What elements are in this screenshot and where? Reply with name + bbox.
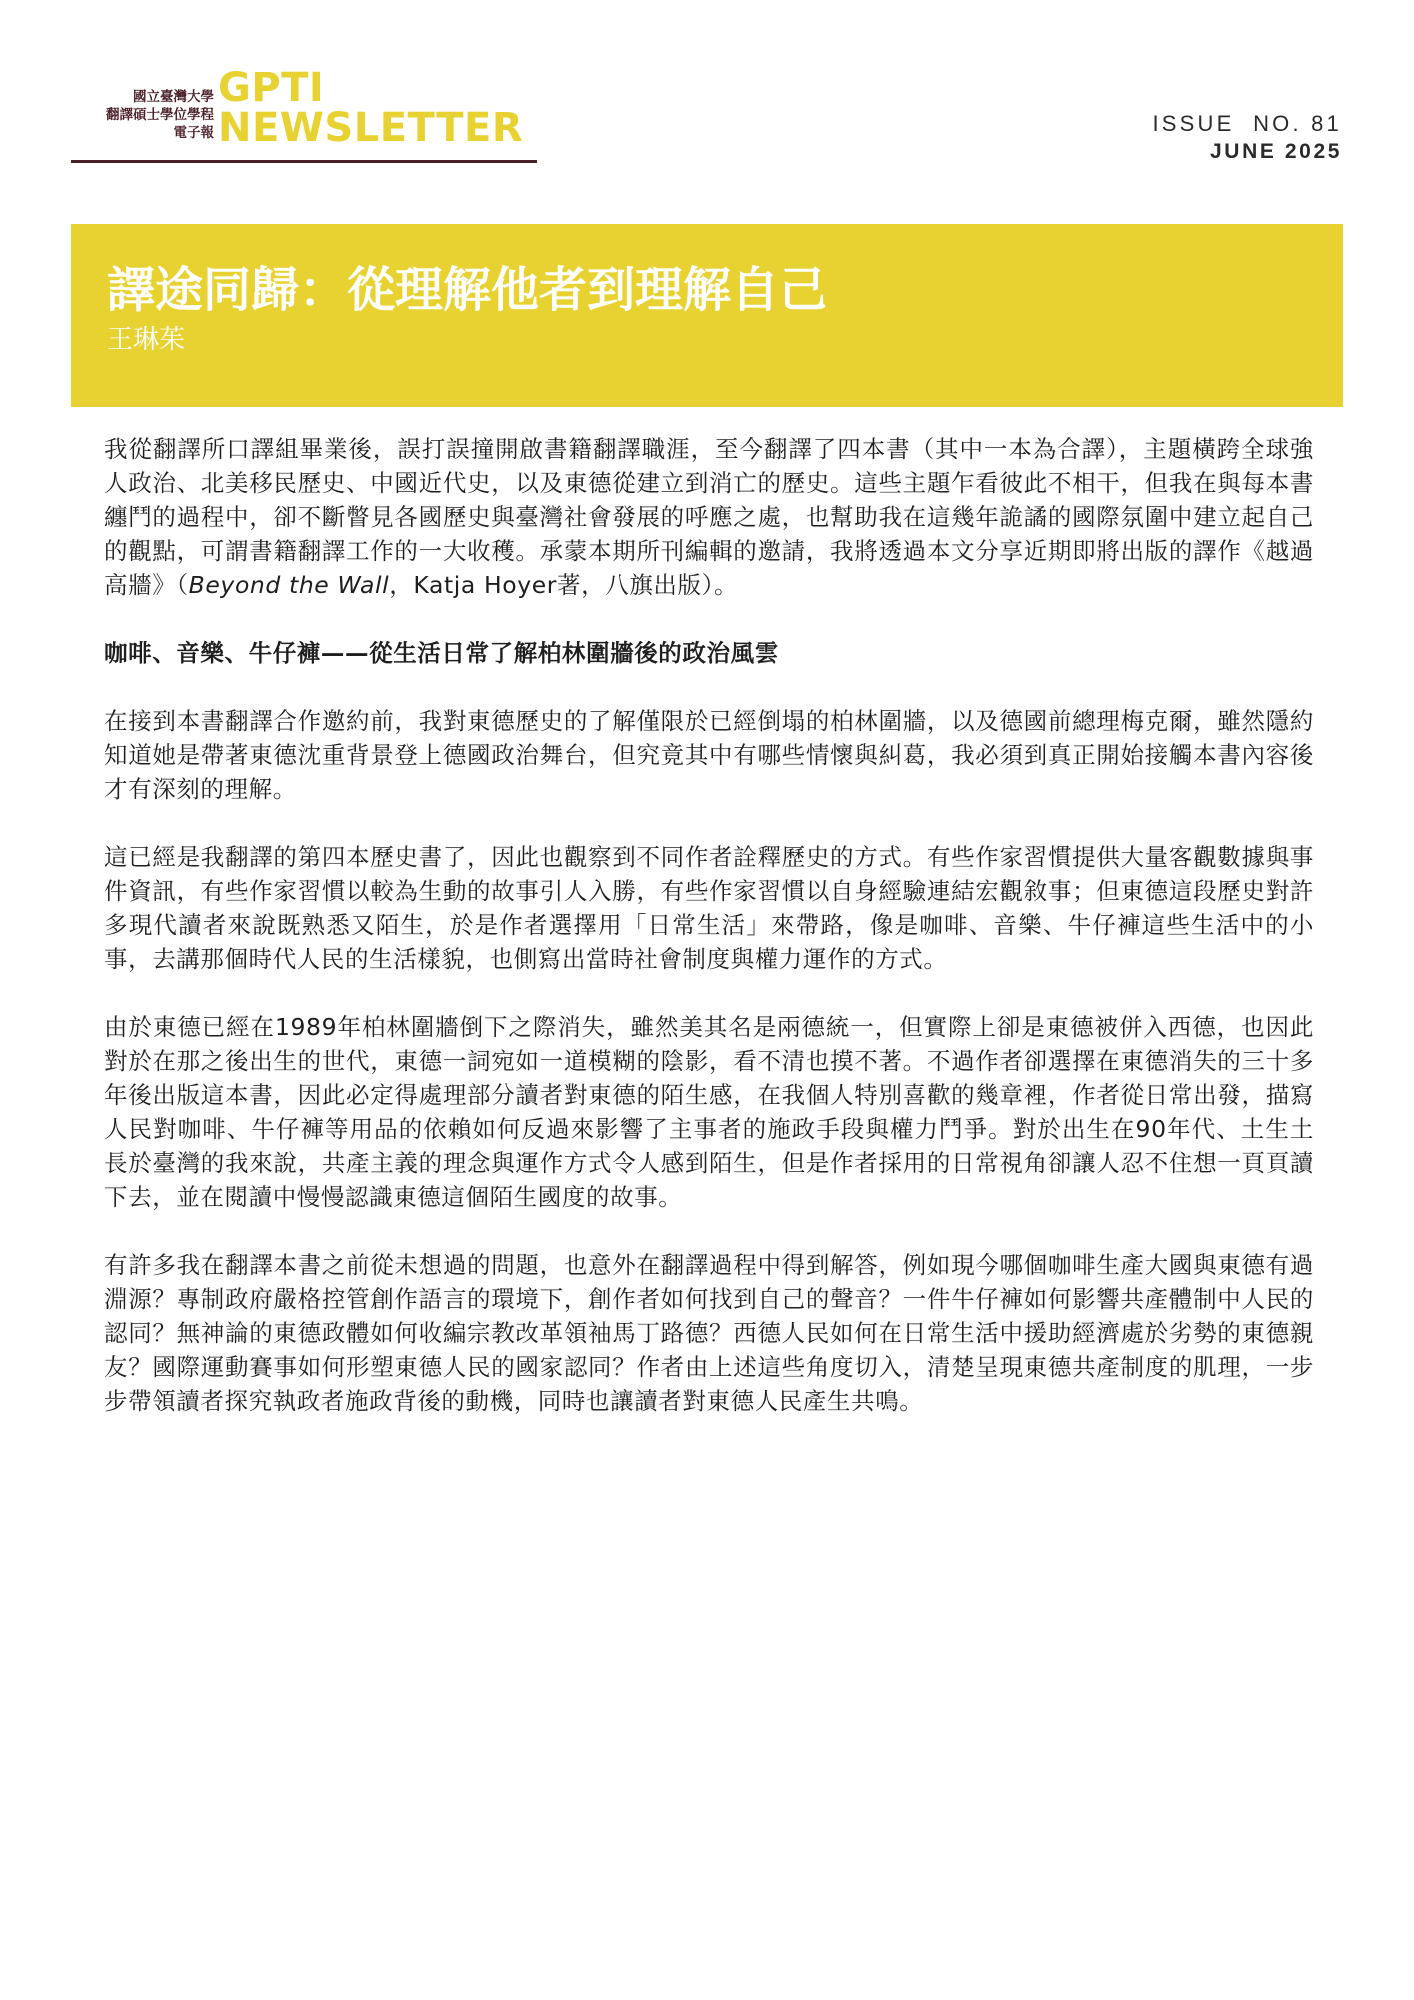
newsletter-logo-line: GPTI xyxy=(218,65,325,111)
book-title-italic: Beyond the Wall xyxy=(188,571,390,599)
paragraph-text: 我從翻譯所口譯組畢業後，誤打誤撞開啟書籍翻譯職涯，至今翻譯了四本書（其中一本為合譯），主題橫跨全球強人政治、北美移民歷史、中國近代史，以及東德從建立到消亡的歷史。這些主題乍看彼此不相干，但我在與每本書纏鬥的過程中，卻不斷瞥見各國歷史與臺灣社會發展的呼應之處，也幫助我在這幾年詭譎的國際氛圍中建立起自己的觀點，可謂書籍翻譯工作的一大收穫。承蒙本期所刊編輯的邀請，我將透過本文分享近期即將出版的譯作《越過高牆》（ xyxy=(104,435,1314,599)
section-heading: 咖啡、音樂、牛仔褲——從生活日常了解柏林圍牆後的政治風雲 xyxy=(104,639,779,667)
masthead-org-line: 電子報 xyxy=(173,125,214,141)
newsletter-logo-line: NEWSLETTER xyxy=(218,105,524,151)
issue-info xyxy=(1152,110,1342,166)
paragraph: 由於東德已經在1989年柏林圍牆倒下之際消失，雖然美其名是兩德統一，但實際上卻是東德被併入西德，也因此對於在那之後出生的世代，東德一詞宛如一道模糊的陰影，看不清也摸不著。不過作者卻選擇在東德消失的三十多年後出版這本書，因此必定得處理部分讀者對東德的陌生感，在我個人特別喜歡的幾章裡，作者從日常出發，描寫人民對咖啡、牛仔褲等用品的依賴如何反過來影響了主事者的施政手段與權力鬥爭。對於出生在90年代、土生土長於臺灣的我來說，共產主義的理念與運作方式令人感到陌生，但是作者採用的日常視角卻讓人忍不住想一頁頁讀下去，並在閱讀中慢慢認識東德這個陌生國度的故事。 xyxy=(104,1013,1314,1211)
title-banner xyxy=(71,224,1343,407)
paragraph-text: ，Katja Hoyer著，八旗出版）。 xyxy=(389,571,739,599)
masthead-divider xyxy=(71,160,537,163)
masthead-org-name xyxy=(104,88,214,142)
article-author: 王琳茱 xyxy=(107,325,186,355)
paragraph: 這已經是我翻譯的第四本歷史書了，因此也觀察到不同作者詮釋歷史的方式。有些作家習慣提供大量客觀數據與事件資訊，有些作家習慣以較為生動的故事引人入勝，有些作家習慣以自身經驗連結宏觀敘事；但東德這段歷史對許多現代讀者來說既熟悉又陌生，於是作者選擇用「日常生活」來帶路，像是咖啡、音樂、牛仔褲這些生活中的小事，去講那個時代人民的生活樣貌，也側寫出當時社會制度與權力運作的方式。 xyxy=(104,843,1314,973)
newsletter-logo xyxy=(218,65,524,151)
masthead-org-line: 國立臺灣大學 xyxy=(133,89,214,105)
paragraph xyxy=(104,432,1314,602)
issue-number: ISSUE NO. 81 xyxy=(1152,111,1342,136)
article-body xyxy=(104,432,1314,1452)
paragraph: 在接到本書翻譯合作邀約前，我對東德歷史的了解僅限於已經倒塌的柏林圍牆，以及德國前總理梅克爾，雖然隱約知道她是帶著東德沈重背景登上德國政治舞台，但究竟其中有哪些情懷與糾葛，我必須到真正開始接觸本書內容後才有深刻的理解。 xyxy=(104,707,1314,803)
masthead-org-line: 翻譯碩士學位學程 xyxy=(106,107,214,123)
issue-date: JUNE 2025 xyxy=(1210,140,1342,163)
paragraph: 有許多我在翻譯本書之前從未想過的問題，也意外在翻譯過程中得到解答，例如現今哪個咖啡生產大國與東德有過淵源？專制政府嚴格控管創作語言的環境下，創作者如何找到自己的聲音？一件牛仔褲如何影響共產體制中人民的認同？無神論的東德政體如何收編宗教改革領袖馬丁路德？西德人民如何在日常生活中援助經濟處於劣勢的東德親友？國際運動賽事如何形塑東德人民的國家認同？作者由上述這些角度切入，清楚呈現東德共產制度的肌理，一步步帶領讀者探究執政者施政背後的動機，同時也讓讀者對東德人民產生共鳴。 xyxy=(104,1251,1314,1415)
article-title: 譯途同歸：從理解他者到理解自己 xyxy=(107,262,828,318)
